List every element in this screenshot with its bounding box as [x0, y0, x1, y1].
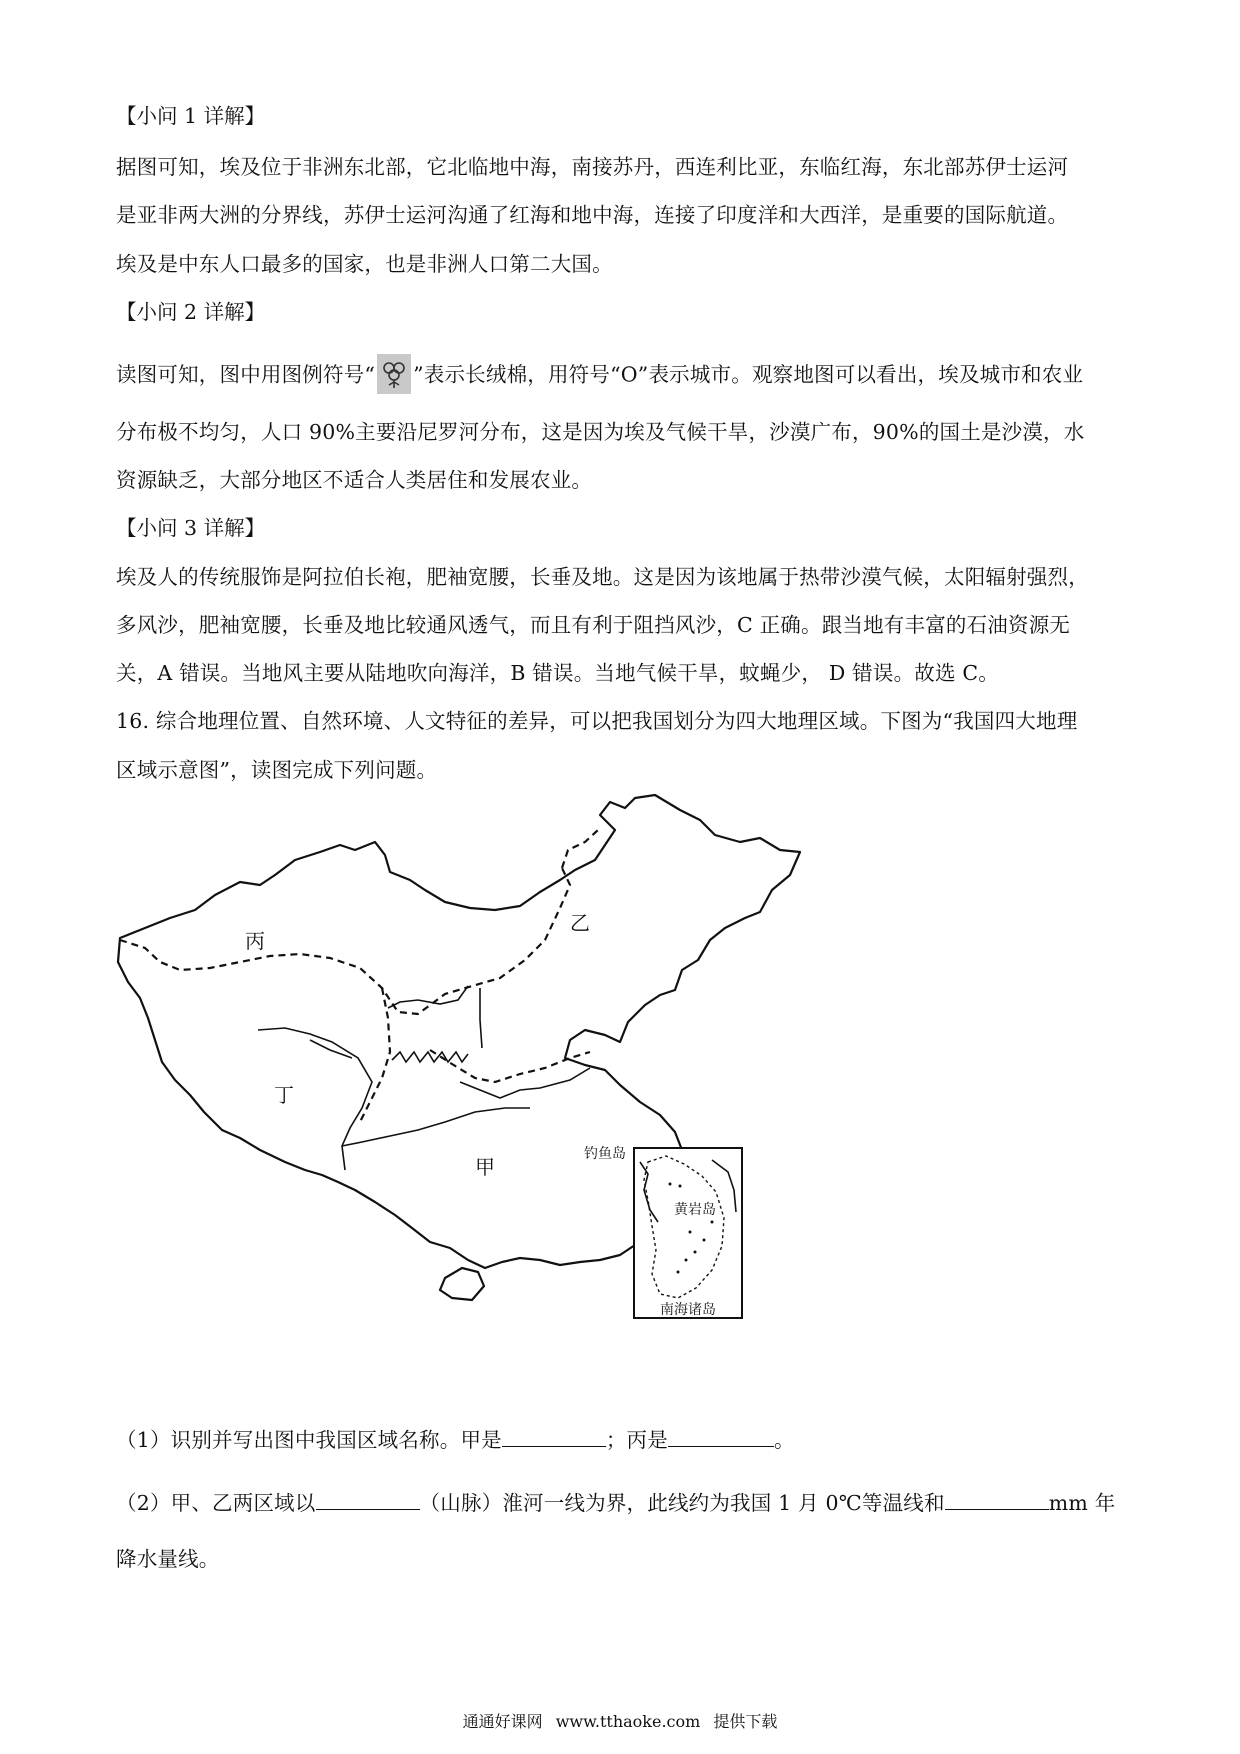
inner-border-6 — [480, 988, 482, 1048]
label-jia: 甲 — [475, 1157, 495, 1179]
q2-line-1 — [116, 356, 1126, 396]
label-diaoyu: 钓鱼岛 — [584, 1145, 626, 1161]
label-nanhai: 南海诸岛 — [660, 1301, 716, 1317]
cotton-icon — [377, 354, 411, 394]
q16-sub1-part-a: （1）识别并写出图中我国区域名称。甲是 — [116, 1428, 502, 1452]
q16-sub2 — [116, 1487, 1126, 1518]
hainan-island — [440, 1268, 484, 1300]
q3-line-1: 埃及人的传统服饰是阿拉伯长袍，肥袖宽腰，长垂及地。这是因为该地属于热带沙漠气候，太阳辐射强烈， — [116, 565, 1089, 589]
q3-heading: 【小问 3 详解】 — [116, 516, 266, 540]
q16-sub2-part-c: mm 年 — [1048, 1491, 1116, 1515]
q16-sub1-part-c: 。 — [773, 1428, 795, 1452]
inner-border-4 — [460, 1068, 590, 1098]
q16-sub2-part-a: （2）甲、乙两区域以 — [116, 1491, 316, 1515]
label-huangyan: 黄岩岛 — [674, 1201, 716, 1217]
q3-line-2: 多风沙，肥袖宽腰，长垂及地比较通风透气，而且有利于阻挡风沙，C 正确。跟当地有丰富的石油资源无 — [116, 613, 1071, 637]
q1-heading: 【小问 1 详解】 — [116, 104, 266, 128]
q16-sub2-part-b: （山脉）淮河一线为界，此线约为我国 1 月 0℃等温线和 — [419, 1491, 945, 1515]
q1-line-1: 据图可知，埃及位于非洲东北部，它北临地中海，南接苏丹，西连利比亚，东临红海，东北部苏伊士运河 — [116, 155, 1069, 179]
boundary-northwest — [120, 868, 570, 1014]
q3-line-3: 关，A 错误。当地风主要从陆地吹向海洋，B 错误。当地气候干旱，蚊蝇少， D 错误。故选 C。 — [116, 661, 999, 685]
china-regions-map — [100, 790, 860, 1360]
q1-line-3: 埃及是中东人口最多的国家，也是非洲人口第二大国。 — [116, 252, 613, 276]
q2-line-1-after: ”表示长绒棉，用符号“O”表示城市。观察地图可以看出，埃及城市和农业 — [413, 362, 1084, 387]
q16-line-2: 区域示意图”，读图完成下列问题。 — [116, 758, 438, 782]
q16-sub1 — [116, 1424, 1126, 1455]
q16-line-1: 16. 综合地理位置、自然环境、人文特征的差异，可以把我国划分为四大地理区域。下图为“我国四大地理 — [116, 709, 1078, 733]
south-china-sea-inset — [634, 1148, 742, 1318]
footer-url[interactable]: www.tthaoke.com — [555, 1712, 701, 1731]
footer-site-name: 通通好课网 — [462, 1712, 543, 1731]
q2-line-1-before: 读图可知，图中用图例符号“ — [116, 362, 376, 387]
q2-heading: 【小问 2 详解】 — [116, 300, 266, 324]
page-footer — [0, 1710, 1240, 1734]
answer-blank-jia[interactable] — [502, 1424, 606, 1447]
label-ding: 丁 — [274, 1085, 294, 1107]
q16-sub2-line-2: 降水量线。 — [116, 1547, 220, 1571]
q16-sub1-part-b: ；丙是 — [605, 1428, 668, 1452]
inner-border-3 — [388, 986, 468, 1008]
label-bing: 丙 — [245, 931, 265, 953]
inner-border-2 — [310, 1040, 352, 1058]
q1-line-2: 是亚非两大洲的分界线，苏伊士运河沟通了红海和地中海，连接了印度洋和大西洋，是重要的国际航道。 — [116, 203, 1069, 227]
label-yi: 乙 — [570, 913, 590, 935]
footer-tail: 提供下载 — [713, 1712, 778, 1731]
mountain-symbol — [392, 1052, 468, 1062]
answer-blank-bing[interactable] — [668, 1424, 774, 1447]
answer-blank-precipitation[interactable] — [945, 1487, 1049, 1510]
q2-line-3: 资源缺乏，大部分地区不适合人类居住和发展农业。 — [116, 468, 593, 492]
inner-border-5 — [342, 1108, 530, 1146]
q2-line-2: 分布极不均匀，人口 90%主要沿尼罗河分布，这是因为埃及气候干旱，沙漠广布，90%的国土是沙漠，水 — [116, 420, 1085, 444]
answer-blank-mountain[interactable] — [316, 1487, 420, 1510]
